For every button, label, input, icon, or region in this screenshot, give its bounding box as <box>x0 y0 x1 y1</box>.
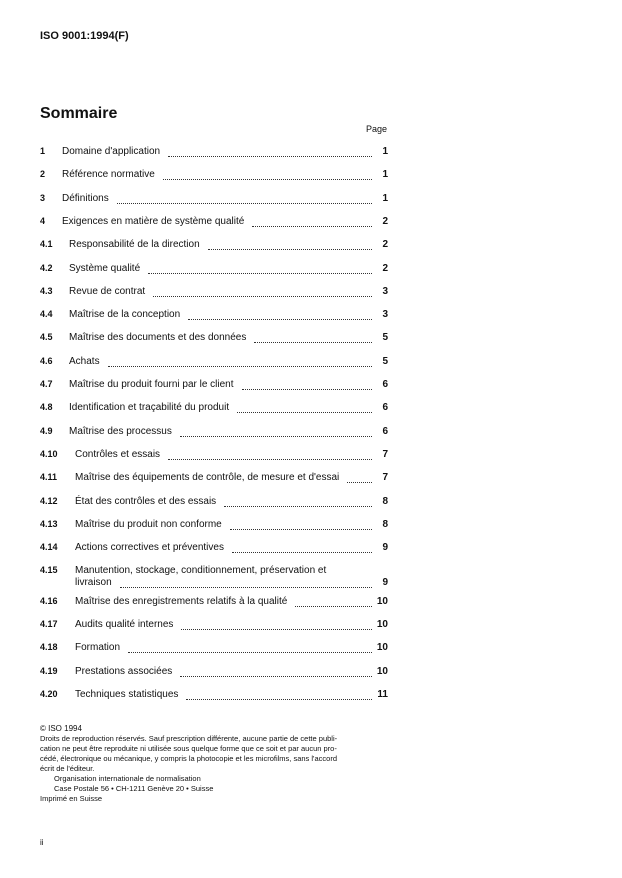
toc-entry-page: 1 <box>382 146 388 157</box>
toc-leader-dots <box>168 449 372 460</box>
toc-entry-number: 4.11 <box>40 472 58 483</box>
toc-entry-label: État des contrôles et des essais <box>75 495 217 507</box>
toc-leader-dots <box>120 577 372 588</box>
toc-leader-dots <box>188 309 372 320</box>
toc-entry-page: 11 <box>377 688 388 700</box>
toc-leader-dots <box>117 193 372 204</box>
toc-entry-label: Maîtrise des enregistrements relatifs à la qualité <box>75 595 288 607</box>
toc-entry-label: Formation <box>75 642 121 654</box>
toc-entry-page: 5 <box>382 355 388 367</box>
toc-entry-label: Définitions <box>62 192 109 204</box>
toc-entry-label: Maîtrise des équipements de contrôle, de mesure et d'essai <box>75 472 340 484</box>
toc-entry[interactable] <box>40 193 388 209</box>
rights-text-line: cédé, électronique ou mécanique, y compris la photocopie et les microfilms, sans l'accord <box>40 754 337 763</box>
toc-leader-dots <box>180 666 372 677</box>
toc-leader-dots <box>148 263 372 274</box>
toc-entry[interactable] <box>40 496 388 512</box>
toc-entry-number: 4.18 <box>40 642 58 653</box>
toc-leader-dots <box>186 689 372 700</box>
toc-entry[interactable] <box>40 332 388 348</box>
toc-entry-number: 4.4 <box>40 309 53 320</box>
toc-entry-label: Référence normative <box>62 169 155 181</box>
toc-entry-label: Maîtrise des processus <box>69 425 172 437</box>
toc-entry[interactable] <box>40 642 388 658</box>
toc-entry-number: 4.9 <box>40 425 53 436</box>
header-reference: ISO 9001:1994(F) <box>40 30 129 42</box>
toc-leader-dots <box>181 619 372 630</box>
toc-entry-page: 7 <box>382 448 388 460</box>
toc-entry[interactable] <box>40 356 388 372</box>
toc-leader-dots <box>230 519 372 530</box>
toc-leader-dots <box>347 472 372 483</box>
toc-entry-label: Domaine d'application <box>62 146 161 157</box>
toc-entry[interactable] <box>40 379 388 395</box>
toc-entry[interactable] <box>40 596 388 612</box>
toc-entry-label: Prestations associées <box>75 665 173 677</box>
page-column-label: Page <box>365 124 387 134</box>
toc-entry[interactable] <box>40 472 388 488</box>
toc-entry-page: 2 <box>382 239 388 251</box>
toc-entry[interactable] <box>40 542 388 558</box>
toc-entry[interactable] <box>40 146 388 162</box>
toc-entry-label: Revue de contrat <box>69 285 146 297</box>
toc-leader-dots <box>224 496 372 507</box>
toc-entry-number: 4.2 <box>40 262 53 273</box>
toc-entry-label: Contrôles et essais <box>75 448 161 460</box>
copyright-line: © ISO 1994 <box>40 724 82 733</box>
toc-entry-page: 2 <box>382 215 388 227</box>
toc-leader-dots <box>252 216 372 227</box>
toc-leader-dots <box>128 642 372 653</box>
toc-leader-dots <box>168 146 372 157</box>
toc-entry-page: 6 <box>382 379 388 390</box>
toc-entry-number: 4.15 <box>40 565 58 576</box>
toc-entry-label: Actions correctives et préventives <box>75 542 224 554</box>
toc-entry[interactable] <box>40 519 388 535</box>
toc-entry[interactable] <box>40 565 388 593</box>
toc-entry-label: Système qualité <box>69 262 141 274</box>
toc-entry-number: 3 <box>40 192 46 203</box>
toc-entry[interactable] <box>40 689 388 705</box>
toc-entry-label: Techniques statistiques <box>75 688 179 700</box>
toc-entry-number: 4.19 <box>40 665 58 676</box>
toc-entry-label: Audits qualité internes <box>75 619 174 630</box>
toc-entry-page: 1 <box>382 169 388 181</box>
toc-leader-dots <box>237 402 372 413</box>
rights-text-line: cation ne peut être reproduite ni utilisée sous quelque forme que ce soit et par aucun pro- <box>40 744 337 753</box>
toc-entry-number: 4.13 <box>40 518 58 529</box>
toc-entry-page: 3 <box>382 285 388 297</box>
toc-entry-number: 4.12 <box>40 495 58 506</box>
toc-entry[interactable] <box>40 239 388 255</box>
toc-leader-dots <box>208 239 372 250</box>
organisation-name: Organisation internationale de normalisation <box>54 774 201 783</box>
toc-entry-number: 4.20 <box>40 688 58 699</box>
toc-entry[interactable] <box>40 449 388 465</box>
toc-entry-page: 9 <box>382 542 388 554</box>
toc-entry-page: 8 <box>382 518 388 530</box>
copyright-footer <box>40 724 390 804</box>
rights-text-line: Droits de reproduction réservés. Sauf prescription différente, aucune partie de cette publi- <box>40 734 338 743</box>
toc-entry-number: 4.14 <box>40 542 58 553</box>
toc-entry-page: 10 <box>376 619 388 630</box>
toc-entry-page: 10 <box>376 642 388 654</box>
toc-leader-dots <box>153 286 372 297</box>
toc-entry[interactable] <box>40 169 388 185</box>
organisation-address: Case Postale 56 • CH-1211 Genève 20 • Suisse <box>54 784 214 793</box>
toc-entry-number: 4.1 <box>40 239 53 250</box>
toc-entry-page: 9 <box>382 577 388 589</box>
toc-entry-label: Exigences en matière de système qualité <box>62 215 245 227</box>
toc-entry[interactable] <box>40 263 388 279</box>
toc-entry[interactable] <box>40 426 388 442</box>
toc-entry-page: 7 <box>382 472 388 484</box>
toc-entry-page: 2 <box>382 262 388 274</box>
page-title: Sommaire <box>40 105 118 122</box>
toc-entry-page: 1 <box>382 192 388 204</box>
toc-entry[interactable] <box>40 619 388 635</box>
toc-entry-label: Maîtrise du produit fourni par le client <box>69 379 234 390</box>
toc-entry-page: 10 <box>376 665 388 677</box>
toc-entry-label: Manutention, stockage, conditionnement, préservation et <box>75 565 327 577</box>
toc-entry[interactable] <box>40 309 388 325</box>
toc-entry-page: 8 <box>382 495 388 507</box>
toc-entry-page: 5 <box>382 332 388 344</box>
toc-entry-number: 4.6 <box>40 355 53 366</box>
toc-leader-dots <box>180 426 372 437</box>
toc-entry-number: 4.17 <box>40 619 58 629</box>
toc-entry-label: Maîtrise des documents et des données <box>69 332 247 344</box>
page-number: ii <box>40 838 44 847</box>
toc-entry-page: 3 <box>382 309 388 321</box>
toc-leader-dots <box>254 332 372 343</box>
toc-entry-number: 4.16 <box>40 595 58 606</box>
toc-entry-number: 4.10 <box>40 448 58 459</box>
toc-entry-page: 10 <box>376 595 388 607</box>
toc-entry-number: 4.8 <box>40 402 53 413</box>
toc-leader-dots <box>242 379 372 390</box>
toc-entry[interactable] <box>40 216 388 232</box>
toc-entry-label: Responsabilité de la direction <box>69 239 200 251</box>
toc-entry-number: 2 <box>40 169 46 180</box>
toc-entry-number: 4.5 <box>40 332 53 343</box>
toc-leader-dots <box>163 169 372 180</box>
toc-leader-dots <box>295 596 372 607</box>
toc-entry-label: Identification et traçabilité du produit <box>69 402 230 414</box>
toc-entry-number: 4 <box>40 215 46 226</box>
toc-entry-number: 4.7 <box>40 379 53 389</box>
toc-entry-page: 6 <box>382 425 388 437</box>
toc-entry-label: Maîtrise de la conception <box>69 309 181 321</box>
toc-entry[interactable] <box>40 402 388 418</box>
toc-entry[interactable] <box>40 666 388 682</box>
toc-entry-label: Maîtrise du produit non conforme <box>75 518 222 530</box>
toc-entry-label-continued: livraison <box>75 577 112 589</box>
rights-text-line: écrit de l'éditeur. <box>40 764 95 773</box>
printed-in: Imprimé en Suisse <box>40 794 103 803</box>
toc-leader-dots <box>232 542 372 553</box>
toc-entry[interactable] <box>40 286 388 302</box>
toc-entry-label: Achats <box>69 355 100 367</box>
toc-leader-dots <box>108 356 372 367</box>
toc-entry-page: 6 <box>382 402 388 414</box>
toc-entry-number: 4.3 <box>40 285 53 296</box>
toc-entry-number: 1 <box>40 146 46 156</box>
